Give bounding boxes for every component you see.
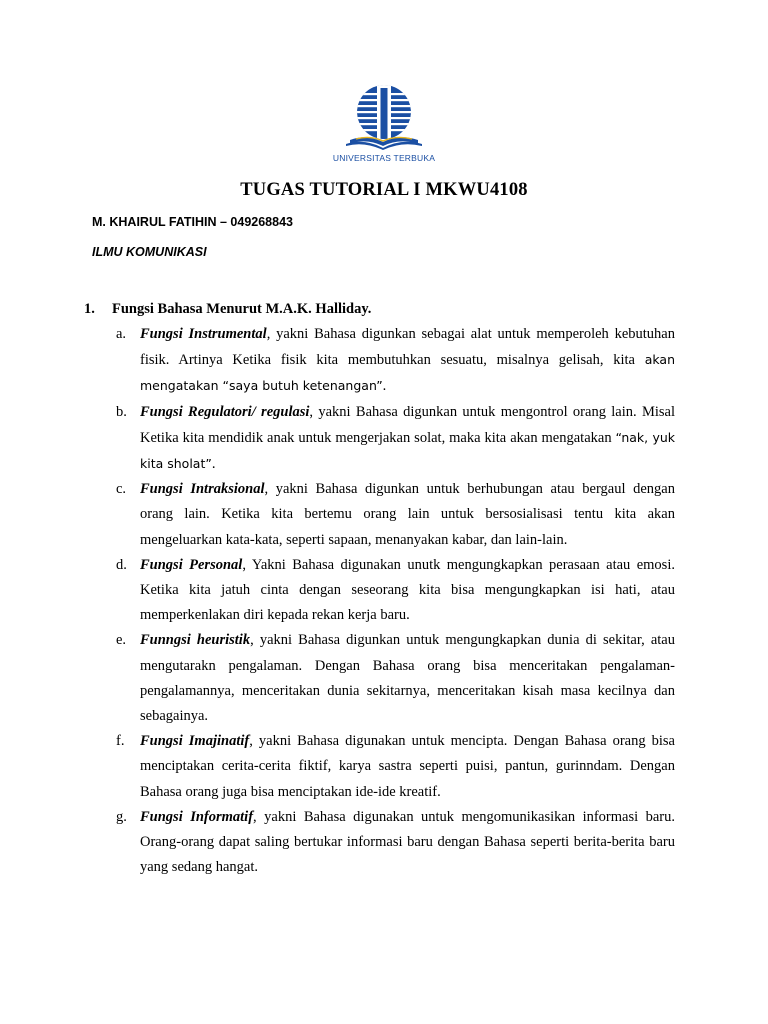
function-term: Fungsi Regulatori/ regulasi xyxy=(140,403,310,420)
study-program: ILMU KOMUNIKASI xyxy=(92,245,207,259)
function-term: Fungsi Intraksional xyxy=(140,481,265,498)
list-item-text xyxy=(140,805,675,881)
function-term: Fungsi Personal xyxy=(140,556,243,573)
list-item-text xyxy=(140,477,675,553)
list-item-text xyxy=(140,553,675,629)
list-item-letter: f. xyxy=(116,733,125,750)
function-term: Fungsi Instrumental xyxy=(140,326,267,342)
list-item xyxy=(0,477,768,553)
function-description: , yakni Bahasa digunakan untuk mengomunikasikan informasi baru. Orang-orang dapat saling bertukar informasi baru dengan Bahasa seperti berita-berita baru yang sedang hangat. xyxy=(140,808,675,876)
list-item-letter: a. xyxy=(116,326,127,342)
list-item-text xyxy=(140,729,675,805)
function-list xyxy=(0,322,768,880)
function-term: Fungsi Imajinatif xyxy=(140,733,250,750)
universitas-terbuka-logo xyxy=(320,82,448,174)
list-item-letter: b. xyxy=(116,403,127,420)
list-item-letter: c. xyxy=(116,481,127,498)
function-description: , Yakni Bahasa digunakan unutk mengungkapkan perasaan atau emosi. Ketika kita jatuh cinta dengan seseorang kita bisa mengungkapkan isi hati, atau memperkenlakan diri kepada rekan kerja baru. xyxy=(140,556,675,624)
section-title: Fungsi Bahasa Menurut M.A.K. Halliday. xyxy=(112,301,372,317)
list-item xyxy=(0,322,768,400)
list-item-text xyxy=(140,628,675,729)
function-description: , yakni Bahasa digunkan untuk mengontrol orang lain. Misal Ketika kita mendidik anak untuk mengerjakan solat, maka kita akan mengatakan xyxy=(140,403,675,446)
function-description: , yakni Bahasa digunakan untuk mencipta. Dengan Bahasa orang bisa menciptakan cerita-cerita fiktif, karya sastra seperti puisi, pantun, gurinndam. Dengan Bahasa orang juga bisa menciptakan ide-ide kreatif. xyxy=(140,733,675,800)
list-item xyxy=(0,400,768,478)
list-item-letter: g. xyxy=(116,808,127,825)
sentence-end: . xyxy=(382,378,387,395)
university-emblem-icon xyxy=(336,82,432,152)
author-line: M. KHAIRUL FATIHIN – 049268843 xyxy=(92,215,293,229)
section-number: 1. xyxy=(84,301,95,317)
document-title: TUGAS TUTORIAL I MKWU4108 xyxy=(240,180,528,200)
example-quote: akan mengatakan “saya butuh ketenangan” xyxy=(140,352,675,394)
function-description: , yakni Bahasa digunkan sebagai alat untuk memperoleh kebutuhan fisik. Artinya Ketika fisik kita membutuhkan sesuatu, misalnya gelisah, kita xyxy=(140,326,675,369)
list-item xyxy=(0,553,768,629)
function-description: , yakni Bahasa digunkan untuk berhubungan atau bergaul dengan orang lain. Ketika kita bertemu orang lain untuk bersosialisasi tentu kita akan mengeluarkan kata-kata, seperti sapaan, menanyakan kabar, dan lain-lain. xyxy=(140,481,675,548)
list-item xyxy=(0,729,768,805)
function-term: Fungsi Informatif xyxy=(140,808,254,825)
university-name: UNIVERSITAS TERBUKA xyxy=(332,153,436,163)
function-description: , yakni Bahasa digunkan untuk mengungkapkan dunia di sekitar, atau mengutarakn pengalaman. Dengan Bahasa orang bisa menceritakan pengalaman-pengalamannya, menceritakan dunia sekitarnya, menceritakan kisah masa kecilnya dan sebagainya. xyxy=(140,632,675,725)
list-item-letter: e. xyxy=(116,632,127,649)
list-item-text xyxy=(140,400,675,478)
list-item-letter: d. xyxy=(116,556,127,573)
section-heading xyxy=(84,301,371,318)
list-item xyxy=(0,628,768,729)
list-item xyxy=(0,805,768,881)
list-item-text xyxy=(140,322,675,400)
function-term: Funngsi heuristik xyxy=(140,632,251,649)
example-quote: “nak, yuk kita sholat” xyxy=(140,429,675,472)
sentence-end: . xyxy=(211,456,216,473)
